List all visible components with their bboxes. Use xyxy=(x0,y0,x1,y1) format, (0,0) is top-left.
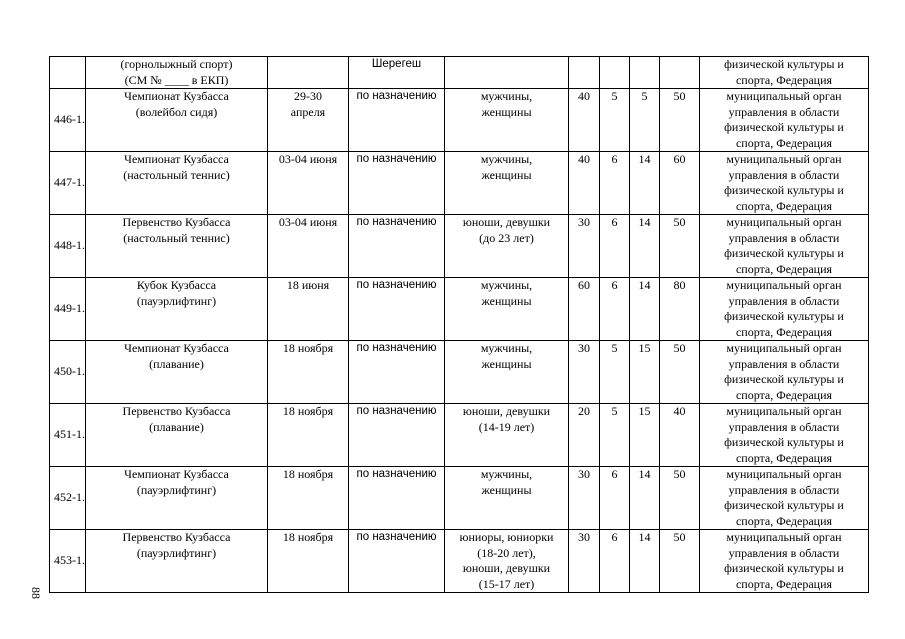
cell-c2: 5 xyxy=(600,341,630,404)
cell-name xyxy=(86,278,268,341)
cell-c1: 40 xyxy=(569,89,600,152)
page-number: 88 xyxy=(29,587,43,599)
cell-c3: 14 xyxy=(630,530,660,593)
cell-c1: 30 xyxy=(569,530,600,593)
table-row xyxy=(50,89,869,152)
cell-c4: 50 xyxy=(660,89,700,152)
cell-number: 447-1. xyxy=(50,152,86,215)
table-row xyxy=(50,467,869,530)
cell-date xyxy=(268,278,349,341)
org-line: муниципальный орган xyxy=(726,467,842,481)
cell-c1: 30 xyxy=(569,341,600,404)
org-line: спорта, Федерация xyxy=(735,387,833,402)
cell-c2: 6 xyxy=(600,278,630,341)
participants-line: (18-20 лет), xyxy=(477,545,536,560)
org-line: управления в области xyxy=(728,104,840,119)
participants-line: мужчины, xyxy=(480,89,533,103)
date-line: 18 ноября xyxy=(282,467,334,481)
cell-c1: 30 xyxy=(569,467,600,530)
cell-participants xyxy=(445,404,569,467)
org-line: физической культуры и xyxy=(724,120,844,134)
name-line: Кубок Кузбасса xyxy=(136,278,217,292)
cell-c3: 5 xyxy=(630,89,660,152)
cell-c4: 50 xyxy=(660,467,700,530)
cell-name xyxy=(86,57,268,89)
cell-number: 448-1. xyxy=(50,215,86,278)
name-line: (настольный теннис) xyxy=(123,230,230,245)
cell-c3: 14 xyxy=(630,278,660,341)
cell-number xyxy=(50,57,86,89)
participants-line: юноши, девушки xyxy=(462,561,551,575)
cell-organizer xyxy=(700,278,869,341)
name-line: Чемпионат Кузбасса xyxy=(124,152,229,166)
name-line: (горнолыжный спорт) xyxy=(120,57,233,71)
date-line: апреля xyxy=(290,104,326,119)
cell-c3: 14 xyxy=(630,215,660,278)
cell-place: по назначению xyxy=(349,152,445,215)
org-line: управления в области xyxy=(728,293,840,308)
cell-number: 451-1. xyxy=(50,404,86,467)
cell-number: 446-1. xyxy=(50,89,86,152)
name-line: (пауэрлифтинг) xyxy=(136,545,217,560)
org-line: спорта, Федерация xyxy=(735,198,833,213)
cell-place: Шерегеш xyxy=(349,57,445,89)
participants-line: юноши, девушки xyxy=(462,404,551,418)
cell-name xyxy=(86,530,268,593)
org-line: физической культуры и xyxy=(724,57,844,71)
org-line: управления в области xyxy=(728,482,840,497)
participants-line: юниоры, юниорки xyxy=(459,530,554,544)
org-line: физической культуры и xyxy=(724,246,844,260)
cell-place: по назначению xyxy=(349,215,445,278)
cell-organizer xyxy=(700,89,869,152)
cell-participants xyxy=(445,341,569,404)
cell-date xyxy=(268,530,349,593)
name-line: Чемпионат Кузбасса xyxy=(124,341,229,355)
org-line: муниципальный орган xyxy=(726,530,842,544)
cell-c2: 6 xyxy=(600,467,630,530)
cell-participants xyxy=(445,152,569,215)
participants-line: юноши, девушки xyxy=(462,215,551,229)
cell-place: по назначению xyxy=(349,530,445,593)
date-line: 03-04 июня xyxy=(278,215,338,229)
participants-line: (15-17 лет) xyxy=(478,576,535,591)
org-line: физической культуры и xyxy=(724,498,844,512)
org-line: муниципальный орган xyxy=(726,89,842,103)
table-row xyxy=(50,152,869,215)
cell-c2: 6 xyxy=(600,530,630,593)
org-line: управления в области xyxy=(728,545,840,560)
cell-c2: 5 xyxy=(600,89,630,152)
events-table xyxy=(49,56,869,593)
cell-number: 450-1. xyxy=(50,341,86,404)
org-line: физической культуры и xyxy=(724,372,844,386)
cell-organizer xyxy=(700,467,869,530)
name-line: Первенство Кузбасса xyxy=(122,404,231,418)
table-row xyxy=(50,404,869,467)
participants-line: мужчины, xyxy=(480,152,533,166)
participants-line: мужчины, xyxy=(480,341,533,355)
org-line: спорта, Федерация xyxy=(735,72,833,87)
org-line: физической культуры и xyxy=(724,183,844,197)
date-line: 03-04 июня xyxy=(278,152,338,166)
cell-place: по назначению xyxy=(349,467,445,530)
cell-name xyxy=(86,341,268,404)
participants-line: (14-19 лет) xyxy=(478,419,535,434)
cell-date xyxy=(268,152,349,215)
participants-line: женщины xyxy=(481,104,532,119)
org-line: спорта, Федерация xyxy=(735,513,833,528)
cell-organizer xyxy=(700,404,869,467)
org-line: физической культуры и xyxy=(724,561,844,575)
cell-place: по назначению xyxy=(349,341,445,404)
participants-line: женщины xyxy=(481,293,532,308)
org-line: муниципальный орган xyxy=(726,152,842,166)
name-line: Первенство Кузбасса xyxy=(122,215,231,229)
cell-participants xyxy=(445,89,569,152)
cell-c1 xyxy=(569,57,600,89)
cell-place: по назначению xyxy=(349,404,445,467)
cell-c2: 5 xyxy=(600,404,630,467)
cell-name xyxy=(86,404,268,467)
org-line: спорта, Федерация xyxy=(735,450,833,465)
cell-name xyxy=(86,89,268,152)
org-line: муниципальный орган xyxy=(726,341,842,355)
org-line: муниципальный орган xyxy=(726,278,842,292)
cell-participants xyxy=(445,530,569,593)
cell-participants xyxy=(445,278,569,341)
cell-c2 xyxy=(600,57,630,89)
cell-date xyxy=(268,215,349,278)
cell-c4 xyxy=(660,57,700,89)
cell-c4: 60 xyxy=(660,152,700,215)
participants-line: женщины xyxy=(481,167,532,182)
cell-date xyxy=(268,341,349,404)
cell-c4: 80 xyxy=(660,278,700,341)
cell-organizer xyxy=(700,57,869,89)
name-line: Чемпионат Кузбасса xyxy=(124,467,229,481)
participants-line: (до 23 лет) xyxy=(479,230,534,245)
cell-c4: 50 xyxy=(660,215,700,278)
cell-organizer xyxy=(700,341,869,404)
cell-c4: 50 xyxy=(660,341,700,404)
date-line: 18 ноября xyxy=(282,341,334,355)
cell-c3: 14 xyxy=(630,152,660,215)
table-row xyxy=(50,215,869,278)
participants-line: мужчины, xyxy=(480,467,533,481)
cell-date xyxy=(268,89,349,152)
cell-c2: 6 xyxy=(600,215,630,278)
table-row xyxy=(50,278,869,341)
date-line: 18 ноября xyxy=(282,530,334,544)
table-row xyxy=(50,341,869,404)
cell-organizer xyxy=(700,152,869,215)
name-line: (пауэрлифтинг) xyxy=(136,293,217,308)
cell-participants xyxy=(445,57,569,89)
cell-c3: 14 xyxy=(630,467,660,530)
org-line: спорта, Федерация xyxy=(735,261,833,276)
name-line: (плавание) xyxy=(149,356,204,371)
cell-number: 452-1. xyxy=(50,467,86,530)
participants-line: женщины xyxy=(481,356,532,371)
date-line: 18 ноября xyxy=(282,404,334,418)
participants-line: мужчины, xyxy=(480,278,533,292)
cell-number: 453-1. xyxy=(50,530,86,593)
name-line: (настольный теннис) xyxy=(123,167,230,182)
cell-date xyxy=(268,404,349,467)
cell-place: по назначению xyxy=(349,278,445,341)
cell-c1: 60 xyxy=(569,278,600,341)
cell-participants xyxy=(445,215,569,278)
cell-place: по назначению xyxy=(349,89,445,152)
cell-date xyxy=(268,57,349,89)
org-line: физической культуры и xyxy=(724,309,844,323)
name-line: (волейбол сидя) xyxy=(135,104,218,119)
cell-participants xyxy=(445,467,569,530)
cell-c1: 40 xyxy=(569,152,600,215)
table-row-continuation xyxy=(50,57,869,89)
cell-c3: 15 xyxy=(630,404,660,467)
table-row xyxy=(50,530,869,593)
org-line: муниципальный орган xyxy=(726,215,842,229)
cell-number: 449-1. xyxy=(50,278,86,341)
cell-c3 xyxy=(630,57,660,89)
participants-line: женщины xyxy=(481,482,532,497)
org-line: муниципальный орган xyxy=(726,404,842,418)
cell-date xyxy=(268,467,349,530)
date-line: 29-30 xyxy=(294,89,322,103)
cell-c1: 30 xyxy=(569,215,600,278)
name-line: Чемпионат Кузбасса xyxy=(124,89,229,103)
cell-organizer xyxy=(700,215,869,278)
cell-c4: 40 xyxy=(660,404,700,467)
org-line: управления в области xyxy=(728,167,840,182)
date-line: 18 июня xyxy=(286,278,330,292)
org-line: спорта, Федерация xyxy=(735,135,833,150)
name-line: (пауэрлифтинг) xyxy=(136,482,217,497)
org-line: физической культуры и xyxy=(724,435,844,449)
cell-c1: 20 xyxy=(569,404,600,467)
org-line: спорта, Федерация xyxy=(735,576,833,591)
cell-c2: 6 xyxy=(600,152,630,215)
cell-name xyxy=(86,467,268,530)
cell-name xyxy=(86,215,268,278)
org-line: спорта, Федерация xyxy=(735,324,833,339)
name-line: (плавание) xyxy=(149,419,204,434)
org-line: управления в области xyxy=(728,356,840,371)
name-line: (СМ № ____ в ЕКП) xyxy=(124,72,229,87)
name-line: Первенство Кузбасса xyxy=(122,530,231,544)
cell-c3: 15 xyxy=(630,341,660,404)
cell-organizer xyxy=(700,530,869,593)
cell-name xyxy=(86,152,268,215)
org-line: управления в области xyxy=(728,230,840,245)
cell-c4: 50 xyxy=(660,530,700,593)
org-line: управления в области xyxy=(728,419,840,434)
